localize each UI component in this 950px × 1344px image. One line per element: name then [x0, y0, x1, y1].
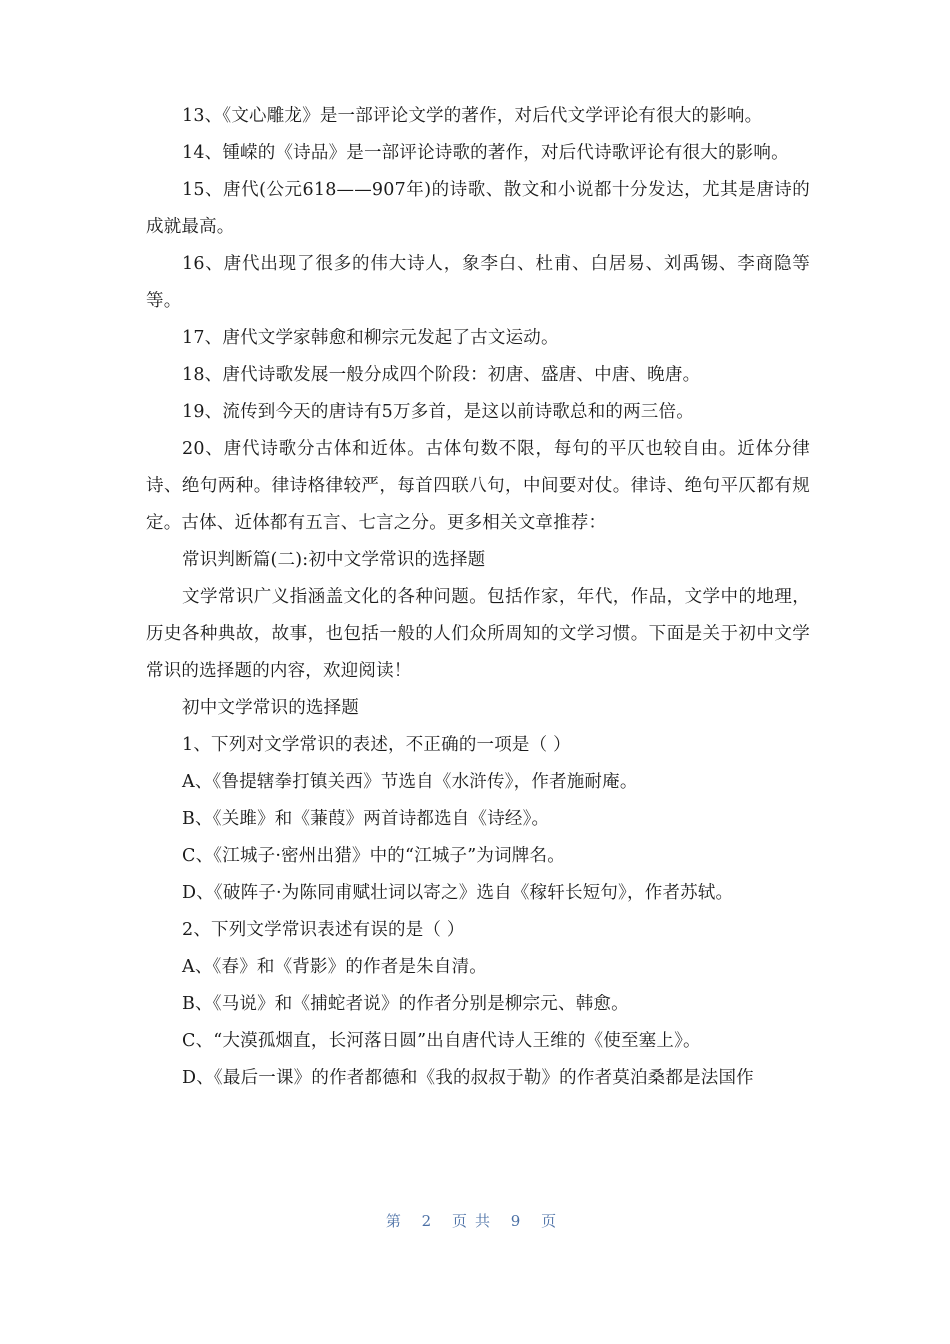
paragraph-14: 14、锺嵘的《诗品》是一部评论诗歌的著作，对后代诗歌评论有很大的影响。	[182, 143, 789, 163]
intro-paragraph: 文学常识广义指涵盖文化的各种问题。包括作家，年代，作品，文学中的地理，历史各种典故，故事，也包括一般的人们众所周知的文学习惯。下面是关于初中文学常识的选择题的内容，欢迎阅读！	[146, 587, 810, 681]
question-1-option-c: C、《江城子·密州出猎》中的“江城子”为词牌名。	[182, 846, 565, 866]
paragraph-17: 17、唐代文学家韩愈和柳宗元发起了古文运动。	[182, 328, 559, 348]
quiz-title: 初中文学常识的选择题	[182, 698, 359, 718]
question-2-option-d: D、《最后一课》的作者都德和《我的叔叔于勒》的作者莫泊桑都是法国作	[182, 1068, 754, 1088]
question-2-option-c: C、“大漠孤烟直，长河落日圆”出自唐代诗人王维的《使至塞上》。	[182, 1031, 701, 1051]
paragraph-19: 19、流传到今天的唐诗有5万多首，是这以前诗歌总和的两三倍。	[182, 402, 694, 422]
question-1-option-a: A、《鲁提辖拳打镇关西》节选自《水浒传》，作者施耐庵。	[182, 772, 638, 792]
paragraph-16: 16、唐代出现了很多的伟大诗人，象李白、杜甫、白居易、刘禹锡、李商隐等等。	[146, 254, 810, 311]
question-2: 2、下列文学常识表述有误的是（ ）	[182, 920, 465, 940]
paragraph-13: 13、《文心雕龙》是一部评论文学的著作，对后代文学评论有很大的影响。	[182, 106, 763, 126]
document-body	[146, 98, 810, 1097]
question-2-option-a: A、《春》和《背影》的作者是朱自清。	[182, 957, 487, 977]
section-heading: 常识判断篇(二):初中文学常识的选择题	[182, 550, 486, 570]
question-1-option-d: D、《破阵子·为陈同甫赋壮词以寄之》选自《稼轩长短句》，作者苏轼。	[182, 883, 734, 903]
question-2-option-b: B、《马说》和《捕蛇者说》的作者分别是柳宗元、韩愈。	[182, 994, 629, 1014]
page-number-footer: 第 2 页共 9 页	[385, 1212, 565, 1230]
paragraph-18: 18、唐代诗歌发展一般分成四个阶段：初唐、盛唐、中唐、晚唐。	[182, 365, 701, 385]
question-1: 1、下列对文学常识的表述，不正确的一项是（ ）	[182, 735, 571, 755]
paragraph-15: 15、唐代(公元618——907年)的诗歌、散文和小说都十分发达，尤其是唐诗的成就最高。	[146, 180, 810, 237]
question-1-option-b: B、《关雎》和《蒹葭》两首诗都选自《诗经》。	[182, 809, 550, 829]
paragraph-20: 20、唐代诗歌分古体和近体。古体句数不限，每句的平仄也较自由。近体分律诗、绝句两种。律诗格律较严，每首四联八句，中间要对仗。律诗、绝句平仄都有规定。古体、近体都有五言、七言之分。更多相关文章推荐：	[146, 439, 810, 533]
